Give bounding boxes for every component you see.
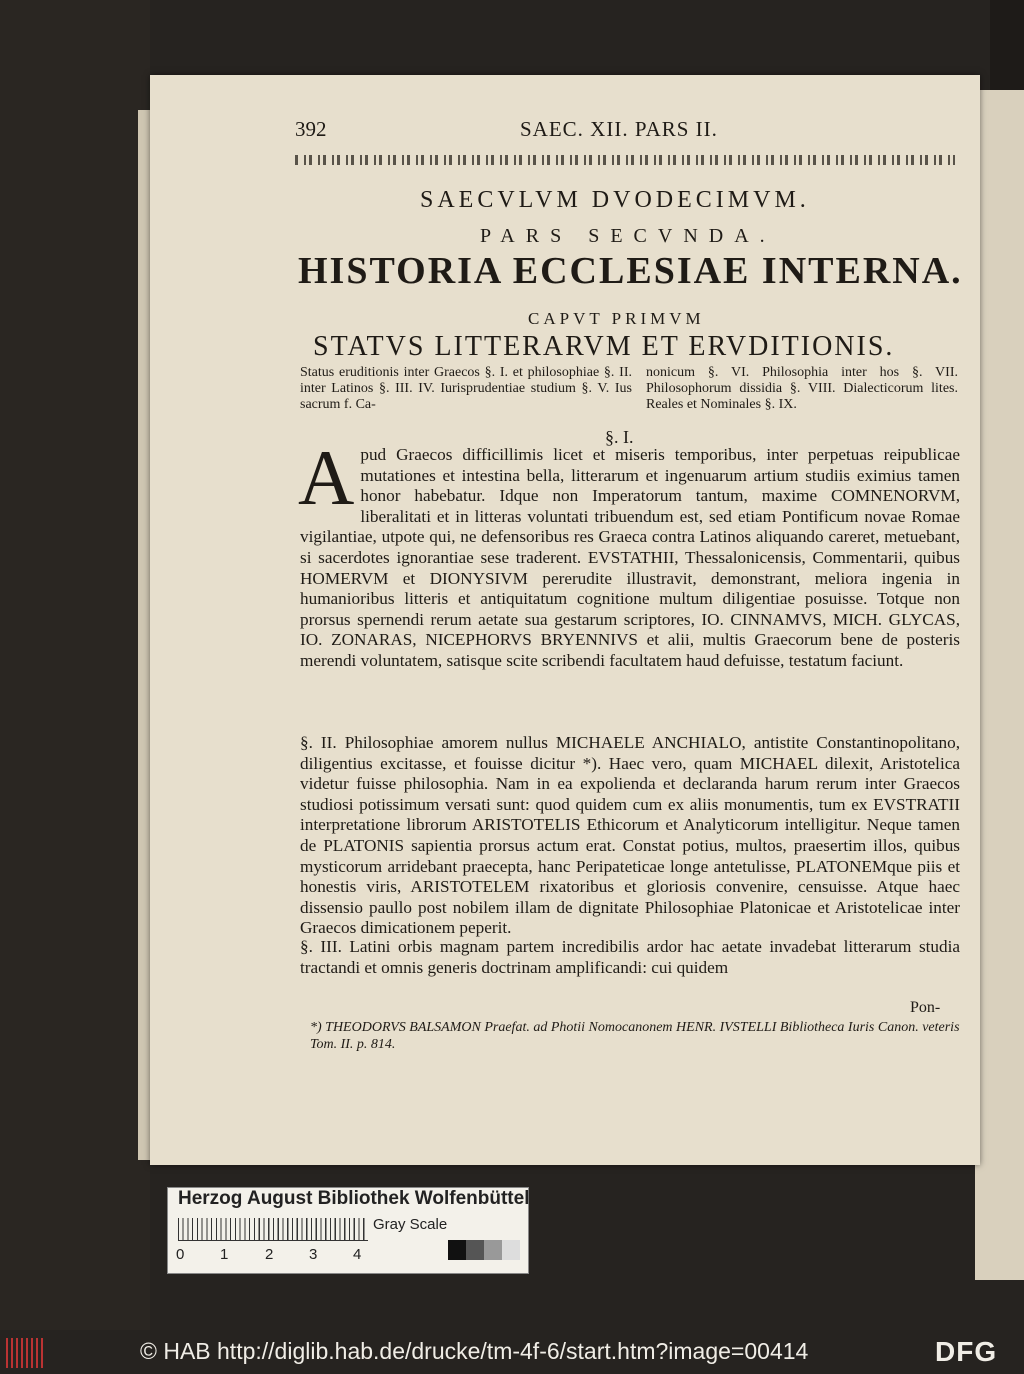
paragraph-1 <box>298 434 960 672</box>
gray-scale-label: Gray Scale <box>373 1216 448 1233</box>
dfg-logo: DFG <box>935 1336 998 1367</box>
hab-logo-icon <box>6 1338 46 1368</box>
running-head: SAEC. XII. PARS II. <box>520 117 718 141</box>
heading-pars: PARS SECVNDA. <box>480 225 776 247</box>
scan-background-top-right <box>990 0 1024 90</box>
paragraph-1-text: pud Graecos difficillimis licet et miseris temporibus, inter perpetuas reipublicae mutationes et intestina bella, litterarum et ingenuarum artium studiis eximius tamen honor habebatur. Idque non Imperatorum tantum, maxime COMNENORVM, liberalitati et in litteras voluntati tribuendum est, sed etiam Pontificum novae Romae vigilantiae, utpote qui, ne defensoribus res Graeca contra Latinos aliquando careret, metuebant, si sacerdotes ignorantiae sese traderent. EVSTATHII, Thessalonicensis, Commentarii, quibus HOMERVM et DIONYSIVM pererudite illustravit, demonstrant, meliora ingenia in humanioribus litteris et antiquitatum cognitione multum diligentiae posuisse. Totque non prorsus spernendi rerum aetate sua gestarum scriptores, IO. CINNAMVS, MICH. GLYCAS, IO. ZONARAS, NICEPHORVS BRYENNIVS et alii, multis Graecorum bene de posteris merendi voluntatem, satisque scite scribendi facultatem haud defuisse, testatum faciunt. <box>300 445 960 670</box>
scan-background-left <box>0 0 150 1330</box>
heading-status: STATVS LITTERARVM ET ERVDITIONIS. <box>313 331 895 362</box>
viewer-footer <box>0 1330 1024 1374</box>
page-number: 392 <box>295 117 327 141</box>
heading-historia: HISTORIA ECCLESIAE INTERNA. <box>298 250 963 292</box>
ornament-rule <box>295 155 955 165</box>
section-mark: §. I. <box>605 427 634 447</box>
scale-number: 2 <box>265 1246 274 1263</box>
gray-swatch <box>502 1240 520 1260</box>
chapter-summary-left: Status eruditionis inter Graecos §. I. et philosophiae §. II. inter Latinos §. III. IV. Iurisprudentiae studium §. V. Ius sacrum f. Ca- <box>300 365 632 412</box>
chapter-summary-right: nonicum §. VI. Philosophia inter hos §. VII. Philosophorum dissidia §. VIII. Dialecticorum lites. Reales et Nominales §. IX. <box>646 365 958 412</box>
gray-swatch <box>466 1240 484 1260</box>
library-color-card <box>167 1187 529 1274</box>
paragraph-2: §. II. Philosophiae amorem nullus MICHAELE ANCHIALO, antistite Constantinopolitano, diligentius excitasse, et fouisse dicitur *). Haec vero, quam MICHAEL dilexit, Aristotelica videtur fuisse philosophia. Nam in ea expolienda et declaranda harum rerum inter Graecos studiosi potissimum versati sunt: quod quidem cum ex aliis monumentis, tum ex EVSTRATII interpretatione librorum ARISTOTELIS Ethicorum et Analyticorum intelligitur. Neque tamen de PLATONIS sapientia prorsus actum erat. Constat potius, multos, praesertim illos, quibus mysticorum arridebant praecepta, hanc Peripateticae longe antetulisse, PLATONEMque piis et honestis viris, ARISTOTELEM rixatoribus et gloriosis convenire, censuisse. Atque haec dissensio paullo post nobilem illam de dignitate Philosophiae Platonicae et Aristotelicae inter Graecos dimicationem peperit. <box>300 733 960 938</box>
heading-caput: CAPVT PRIMVM <box>528 309 705 328</box>
scale-number: 4 <box>353 1246 362 1263</box>
heading-saeculum: SAECVLVM DVODECIMVM. <box>420 187 810 213</box>
scale-number: 0 <box>176 1246 185 1263</box>
copyright-url[interactable]: © HAB http://diglib.hab.de/drucke/tm-4f-6/start.htm?image=00414 <box>140 1338 809 1364</box>
footnote: *) THEODORVS BALSAMON Praefat. ad Photii Nomocanonem HENR. IVSTELLI Bibliotheca Iuris Canon. veteris Tom. II. p. 814. <box>310 1020 960 1052</box>
drop-cap: A <box>298 434 355 521</box>
scale-number: 3 <box>309 1246 318 1263</box>
paragraph-3: §. III. Latini orbis magnam partem incredibilis ardor hac aetate invadebat litterarum studia tractandi et omnis generis doctrinam amplificandi: cui quidem <box>300 937 960 977</box>
book-page <box>150 75 980 1165</box>
library-name: Herzog August Bibliothek Wolfenbüttel <box>178 1188 530 1209</box>
adjacent-page-edge <box>975 90 1024 1280</box>
gray-swatch <box>484 1240 502 1260</box>
scale-ruler <box>178 1218 368 1241</box>
catchword: Pon- <box>910 999 941 1016</box>
scale-number: 1 <box>220 1246 229 1263</box>
gray-swatch <box>448 1240 466 1260</box>
